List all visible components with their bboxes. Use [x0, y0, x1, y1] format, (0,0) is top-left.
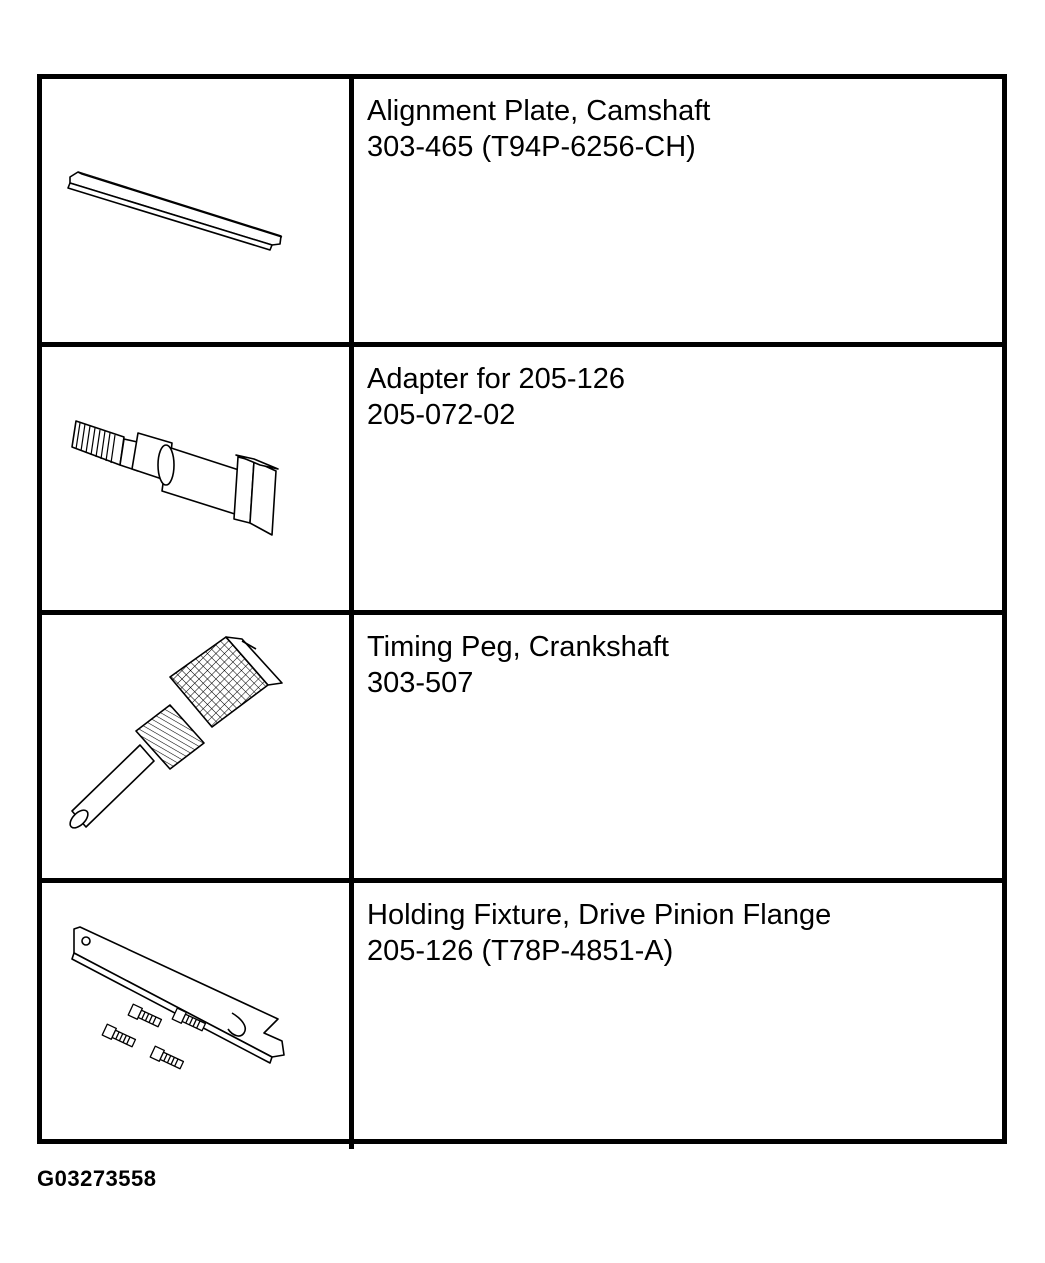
holding-fixture-icon — [42, 883, 354, 1145]
table-row — [42, 79, 1002, 345]
tool-name: Timing Peg, Crankshaft — [367, 631, 669, 663]
tool-image-cell — [42, 615, 354, 881]
timing-peg-icon — [42, 615, 354, 881]
tool-part-number: 303-465 (T94P-6256-CH) — [367, 131, 696, 163]
tool-name: Adapter for 205-126 — [367, 363, 625, 395]
tool-part-number: 205-072-02 — [367, 399, 516, 431]
table-row — [42, 347, 1002, 613]
tool-image-cell — [42, 79, 354, 345]
tool-description-cell — [359, 347, 1002, 613]
table-row — [42, 615, 1002, 881]
special-tools-table — [37, 74, 1007, 1144]
tool-description-cell — [359, 883, 1002, 1149]
tool-description-cell — [359, 79, 1002, 345]
tool-name: Alignment Plate, Camshaft — [367, 95, 711, 127]
tool-description-cell — [359, 615, 1002, 881]
adapter-icon — [42, 347, 354, 613]
tool-part-number: 205-126 (T78P-4851-A) — [367, 935, 674, 967]
tool-part-number: 303-507 — [367, 667, 474, 699]
tool-image-cell — [42, 347, 354, 613]
alignment-plate-icon — [42, 79, 354, 345]
tool-name: Holding Fixture, Drive Pinion Flange — [367, 899, 832, 931]
table-row — [42, 883, 1002, 1149]
figure-id: G03273558 — [37, 1166, 157, 1191]
tool-image-cell — [42, 883, 354, 1149]
